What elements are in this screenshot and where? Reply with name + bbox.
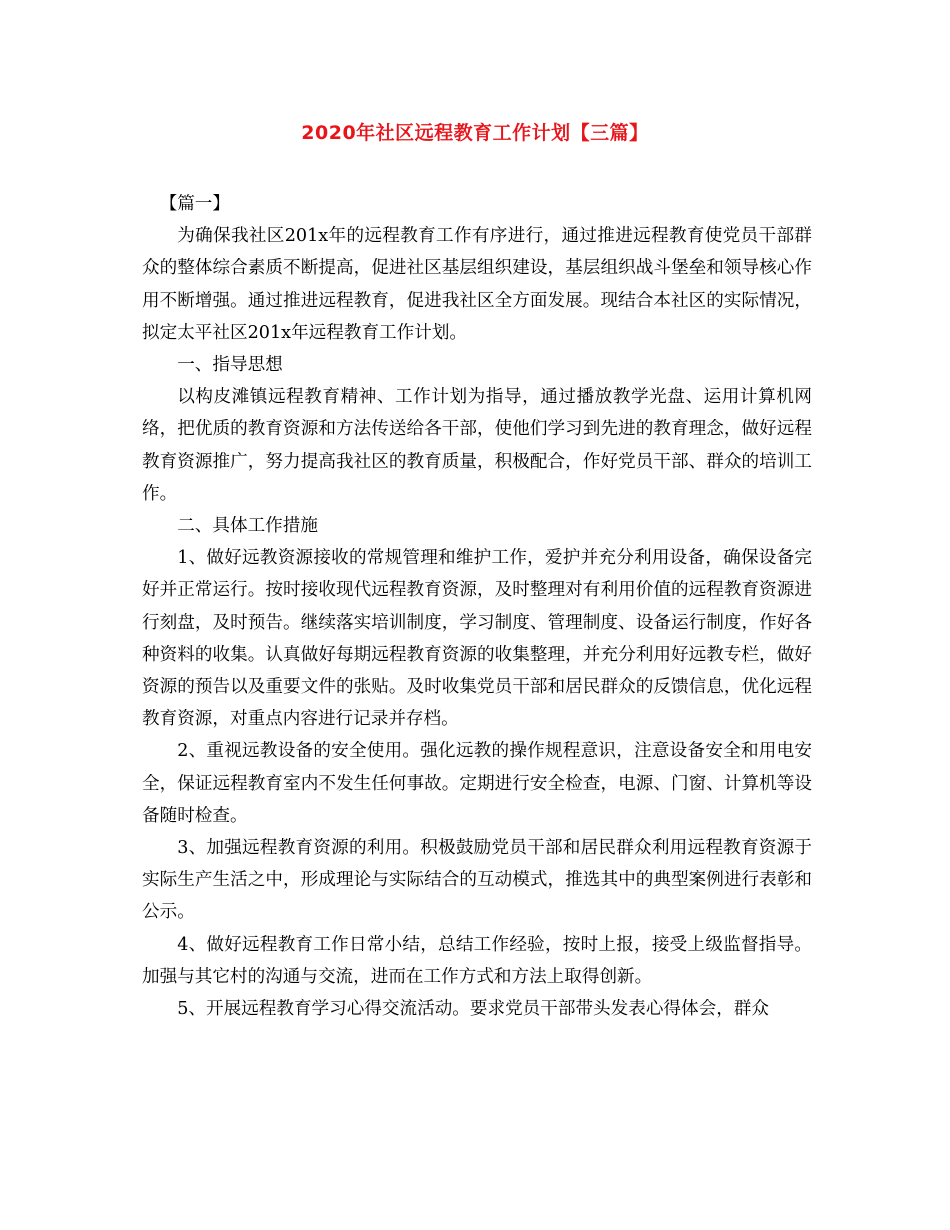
paragraph-measure-1: 1、做好远教资源接收的常规管理和维护工作，爱护并充分利用设备，确保设备完好并正常运行。按时接收现代远程教育资源，及时整理对有利用价值的远程教育资源进行刻盘，及时预告。继续落实培训制度，学习制度、管理制度、设备运行制度，作好各种资料的收集。认真做好每期远程教育资源的收集整理，并充分利用好远教专栏，做好资源的预告以及重要文件的张贴。及时收集党员干部和居民群众的反馈信息，优化远程教育资源，对重点内容进行记录并存档。 <box>142 548 812 730</box>
paragraph-guiding-ideology: 以构皮滩镇远程教育精神、工作计划为指导，通过播放教学光盘、运用计算机网络，把优质的教育资源和方法传送给各干部，使他们学习到先进的教育理念，做好远程教育资源推广，努力提高我社区的教育质量，积极配合，作好党员干部、群众的培训工作。 <box>142 387 812 504</box>
section-heading-part-one: 【篇一】 <box>159 194 230 214</box>
document-body <box>142 188 812 1025</box>
paragraph-measure-5: 5、开展远程教育学习心得交流活动。要求党员干部带头发表心得体会，群众 <box>177 999 769 1020</box>
section-heading-guiding-ideology: 一、指导思想 <box>177 355 283 376</box>
paragraph-intro: 为确保我社区201x年的远程教育工作有序进行，通过推进远程教育使党员干部群众的整体综合素质不断提高，促进社区基层组织建设，基层组织战斗堡垒和领导核心作用不断增强。通过推进远程教育，促进我社区全方面发展。现结合本社区的实际情况，拟定太平社区201x年远程教育工作计划。 <box>142 226 812 343</box>
paragraph-measure-4: 4、做好远程教育工作日常小结，总结工作经验，按时上报，接受上级监督指导。加强与其它村的沟通与交流，进而在工作方式和方法上取得创新。 <box>142 934 812 987</box>
document-title: 2020年社区远程教育工作计划【三篇】 <box>301 122 649 144</box>
section-heading-work-measures: 二、具体工作措施 <box>177 516 318 537</box>
paragraph-measure-3: 3、加强远程教育资源的利用。积极鼓励党员干部和居民群众利用远程教育资源于实际生产生活之中，形成理论与实际结合的互动模式，推选其中的典型案例进行表彰和公示。 <box>142 838 812 923</box>
paragraph-measure-2: 2、重视远教设备的安全使用。强化远教的操作规程意识，注意设备安全和用电安全，保证远程教育室内不发生任何事故。定期进行安全检查，电源、门窗、计算机等设备随时检查。 <box>142 741 812 826</box>
